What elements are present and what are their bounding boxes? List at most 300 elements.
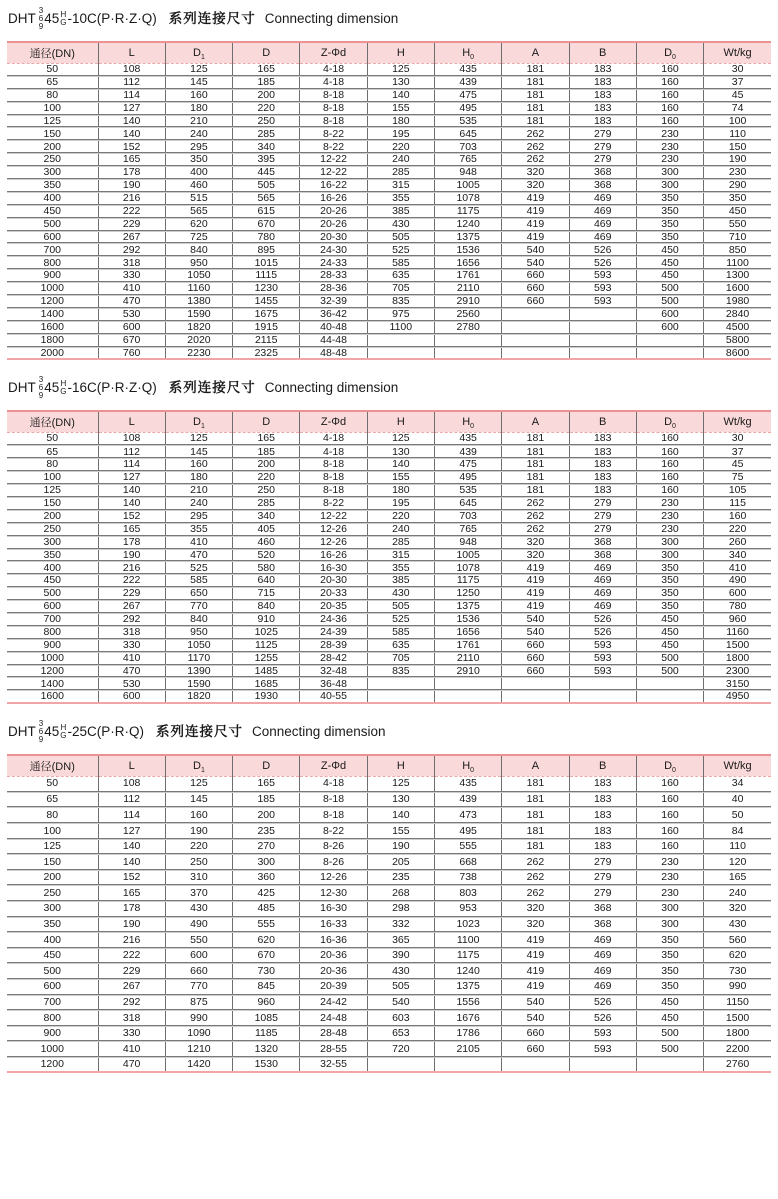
table-cell: 37 xyxy=(704,445,771,458)
table-cell: 1000 xyxy=(7,1041,98,1057)
table-cell: 450 xyxy=(636,243,703,256)
table-cell: 469 xyxy=(569,561,636,574)
table-cell: 470 xyxy=(165,549,232,562)
table-cell: 250 xyxy=(165,854,232,870)
table-cell: 620 xyxy=(165,218,232,231)
table-cell: 200 xyxy=(233,807,300,823)
table-cell: 165 xyxy=(233,776,300,792)
column-header: L xyxy=(98,42,165,63)
table-row xyxy=(7,639,771,652)
table-row xyxy=(7,334,771,347)
table-cell: 395 xyxy=(233,153,300,166)
table-cell: 332 xyxy=(367,917,434,933)
table-cell: 200 xyxy=(7,510,98,523)
table-cell: 20-26 xyxy=(300,205,367,218)
table-cell: 469 xyxy=(569,932,636,948)
table-cell: 470 xyxy=(98,295,165,308)
table-cell: 140 xyxy=(98,497,165,510)
table-cell: 262 xyxy=(502,497,569,510)
table-cell: 300 xyxy=(636,179,703,192)
table-cell: 65 xyxy=(7,445,98,458)
table-cell: 540 xyxy=(502,613,569,626)
table-cell: 4-18 xyxy=(300,76,367,89)
table-row xyxy=(7,445,771,458)
table-cell: 385 xyxy=(367,205,434,218)
table-cell: 355 xyxy=(367,561,434,574)
table-cell: 780 xyxy=(233,231,300,244)
table-cell: 24-42 xyxy=(300,995,367,1011)
table-cell: 114 xyxy=(98,807,165,823)
table-cell: 320 xyxy=(704,901,771,917)
table-cell: 160 xyxy=(165,89,232,102)
table-cell: 505 xyxy=(367,979,434,995)
table-cell: 145 xyxy=(165,445,232,458)
table-cell: 450 xyxy=(636,626,703,639)
table-cell: 840 xyxy=(165,613,232,626)
table-cell: 8-18 xyxy=(300,458,367,471)
table-cell: 960 xyxy=(704,613,771,626)
column-header: D xyxy=(233,411,300,432)
table-cell: 700 xyxy=(7,243,98,256)
table-cell: 34 xyxy=(704,776,771,792)
table-cell: 2000 xyxy=(7,347,98,360)
table-cell: 181 xyxy=(502,89,569,102)
table-cell: 835 xyxy=(367,295,434,308)
table-cell: 190 xyxy=(165,823,232,839)
table-cell: 181 xyxy=(502,458,569,471)
table-row xyxy=(7,979,771,995)
stack-digit: 3 xyxy=(38,6,44,15)
column-header: $H_0$ xyxy=(434,755,501,776)
table-cell: 300 xyxy=(7,901,98,917)
table-cell: 525 xyxy=(165,561,232,574)
table-cell: 1100 xyxy=(367,321,434,334)
table-cell: 330 xyxy=(98,639,165,652)
table-cell: 730 xyxy=(233,963,300,979)
table-cell: 8-22 xyxy=(300,497,367,510)
table-cell: 5800 xyxy=(704,334,771,347)
table-cell: 262 xyxy=(502,885,569,901)
table-cell: 24-36 xyxy=(300,613,367,626)
table-cell: 660 xyxy=(502,652,569,665)
series-code-prefix: DHT xyxy=(8,11,36,26)
table-cell: 160 xyxy=(636,776,703,792)
table-cell: 1420 xyxy=(165,1057,232,1073)
table-cell: 230 xyxy=(704,166,771,179)
table-cell: 190 xyxy=(367,839,434,855)
table-cell: 2200 xyxy=(704,1041,771,1057)
table-cell: 4-18 xyxy=(300,432,367,445)
table-cell: 240 xyxy=(367,523,434,536)
table-cell: 279 xyxy=(569,153,636,166)
table-cell xyxy=(502,347,569,360)
table-cell: 593 xyxy=(569,1041,636,1057)
table-cell: 900 xyxy=(7,269,98,282)
table-cell: 1380 xyxy=(165,295,232,308)
table-cell: 526 xyxy=(569,626,636,639)
table-cell: 300 xyxy=(636,536,703,549)
table-cell: 1500 xyxy=(704,1010,771,1026)
table-cell: 1150 xyxy=(704,995,771,1011)
table-cell: 183 xyxy=(569,458,636,471)
table-cell: 50 xyxy=(704,807,771,823)
column-header: L xyxy=(98,411,165,432)
table-cell: 12-22 xyxy=(300,166,367,179)
table-cell: 1200 xyxy=(7,1057,98,1073)
table-cell: 410 xyxy=(98,652,165,665)
table-cell: 125 xyxy=(7,839,98,855)
series-title-chinese: 系列连接尺寸 xyxy=(168,11,256,26)
table-cell: 1761 xyxy=(434,269,501,282)
table-cell: 267 xyxy=(98,979,165,995)
table-cell: 600 xyxy=(7,600,98,613)
table-cell: 435 xyxy=(434,432,501,445)
table-cell xyxy=(569,321,636,334)
table-row xyxy=(7,776,771,792)
table-cell: 430 xyxy=(367,218,434,231)
column-header: $D_0$ xyxy=(636,411,703,432)
table-cell: 469 xyxy=(569,600,636,613)
table-cell: 28-48 xyxy=(300,1026,367,1042)
table-cell: 40-55 xyxy=(300,690,367,703)
table-cell: 1023 xyxy=(434,917,501,933)
table-cell: 1090 xyxy=(165,1026,232,1042)
table-cell: 165 xyxy=(704,870,771,886)
table-cell: 500 xyxy=(7,587,98,600)
table-cell: 222 xyxy=(98,948,165,964)
table-cell: 183 xyxy=(569,89,636,102)
table-cell: 1400 xyxy=(7,677,98,690)
table-cell: 410 xyxy=(98,1041,165,1057)
table-cell: 635 xyxy=(367,269,434,282)
table-cell: 220 xyxy=(704,523,771,536)
table-cell: 50 xyxy=(7,432,98,445)
table-cell: 183 xyxy=(569,76,636,89)
table-cell: 112 xyxy=(98,445,165,458)
table-cell: 660 xyxy=(502,295,569,308)
table-cell: 535 xyxy=(434,484,501,497)
column-header: L xyxy=(98,755,165,776)
table-cell: 460 xyxy=(165,179,232,192)
stack-letter: H xyxy=(60,379,67,389)
table-row xyxy=(7,153,771,166)
table-cell: 450 xyxy=(636,1010,703,1026)
table-cell: 140 xyxy=(98,115,165,128)
table-cell: 1820 xyxy=(165,321,232,334)
table-cell xyxy=(434,690,501,703)
table-cell: 526 xyxy=(569,256,636,269)
column-header: A xyxy=(502,755,569,776)
table-row xyxy=(7,484,771,497)
table-cell: 430 xyxy=(367,587,434,600)
table-cell: 205 xyxy=(367,854,434,870)
table-cell: 593 xyxy=(569,652,636,665)
table-row xyxy=(7,574,771,587)
table-cell: 8-18 xyxy=(300,471,367,484)
table-cell: 267 xyxy=(98,600,165,613)
table-cell: 4500 xyxy=(704,321,771,334)
table-cell: 600 xyxy=(7,979,98,995)
table-cell: 30 xyxy=(704,432,771,445)
table-cell: 705 xyxy=(367,652,434,665)
column-header: A xyxy=(502,42,569,63)
table-cell: 670 xyxy=(233,218,300,231)
table-cell: 16-26 xyxy=(300,549,367,562)
table-row xyxy=(7,587,771,600)
table-cell: 230 xyxy=(636,885,703,901)
table-cell: 12-26 xyxy=(300,870,367,886)
table-cell: 450 xyxy=(7,574,98,587)
table-cell: 165 xyxy=(233,63,300,76)
table-cell: 180 xyxy=(367,115,434,128)
stack-letter: H xyxy=(60,723,67,733)
table-cell xyxy=(367,347,434,360)
table-cell: 318 xyxy=(98,256,165,269)
table-cell: 385 xyxy=(367,574,434,587)
table-cell: 140 xyxy=(98,127,165,140)
table-cell: 140 xyxy=(98,839,165,855)
table-cell: 183 xyxy=(569,102,636,115)
column-header: D xyxy=(233,42,300,63)
table-cell: 181 xyxy=(502,484,569,497)
table-cell: 105 xyxy=(704,484,771,497)
column-header: A xyxy=(502,411,569,432)
table-cell: 20-35 xyxy=(300,600,367,613)
table-cell: 635 xyxy=(367,639,434,652)
table-cell: 1761 xyxy=(434,639,501,652)
table-cell: 593 xyxy=(569,665,636,678)
table-cell: 4-18 xyxy=(300,63,367,76)
table-cell: 100 xyxy=(704,115,771,128)
table-cell xyxy=(367,1057,434,1073)
table-cell: 8-18 xyxy=(300,792,367,808)
table-cell: 140 xyxy=(367,807,434,823)
table-cell: 250 xyxy=(7,153,98,166)
table-cell: 279 xyxy=(569,140,636,153)
table-cell: 279 xyxy=(569,885,636,901)
table-cell: 28-36 xyxy=(300,282,367,295)
table-cell: 190 xyxy=(98,917,165,933)
table-cell: 526 xyxy=(569,243,636,256)
table-cell: 127 xyxy=(98,102,165,115)
table-cell: 285 xyxy=(367,166,434,179)
table-cell: 555 xyxy=(233,917,300,933)
table-cell: 360 xyxy=(233,870,300,886)
table-cell: 1536 xyxy=(434,243,501,256)
table-cell: 525 xyxy=(367,613,434,626)
table-cell: 12-26 xyxy=(300,523,367,536)
table-cell: 210 xyxy=(165,484,232,497)
table-cell: 2780 xyxy=(434,321,501,334)
column-header-subscript: 1 xyxy=(200,423,205,431)
table-cell: 120 xyxy=(704,854,771,870)
table-cell: 845 xyxy=(233,979,300,995)
table-cell: 183 xyxy=(569,471,636,484)
table-cell: 650 xyxy=(165,587,232,600)
series-section-10c xyxy=(7,7,771,360)
table-cell xyxy=(434,677,501,690)
table-cell: 419 xyxy=(502,979,569,995)
table-cell: 125 xyxy=(165,63,232,76)
table-cell: 585 xyxy=(367,626,434,639)
table-row xyxy=(7,243,771,256)
table-cell: 1455 xyxy=(233,295,300,308)
table-cell: 160 xyxy=(704,510,771,523)
table-cell: 220 xyxy=(233,471,300,484)
table-cell: 1800 xyxy=(7,334,98,347)
table-cell: 150 xyxy=(7,497,98,510)
table-cell: 183 xyxy=(569,115,636,128)
table-cell: 127 xyxy=(98,471,165,484)
table-cell xyxy=(636,690,703,703)
table-cell: 460 xyxy=(233,536,300,549)
table-cell: 1675 xyxy=(233,308,300,321)
table-cell: 350 xyxy=(636,218,703,231)
series-section-25c xyxy=(7,720,771,1073)
table-cell: 114 xyxy=(98,89,165,102)
table-cell: 279 xyxy=(569,510,636,523)
table-cell: 160 xyxy=(165,807,232,823)
table-cell: 900 xyxy=(7,1026,98,1042)
table-row xyxy=(7,76,771,89)
table-cell: 430 xyxy=(367,963,434,979)
series-code-prefix: DHT xyxy=(8,724,36,740)
table-cell: 1078 xyxy=(434,192,501,205)
table-cell: 300 xyxy=(636,166,703,179)
table-cell: 20-26 xyxy=(300,218,367,231)
table-cell: 1255 xyxy=(233,652,300,665)
table-cell: 183 xyxy=(569,792,636,808)
table-cell xyxy=(367,334,434,347)
series-code-figure-stack xyxy=(39,7,43,31)
table-cell: 660 xyxy=(502,1041,569,1057)
table-cell: 48-48 xyxy=(300,347,367,360)
table-cell: 600 xyxy=(98,321,165,334)
column-header-subscript: 0 xyxy=(470,53,475,61)
table-cell: 350 xyxy=(7,917,98,933)
table-cell: 250 xyxy=(233,484,300,497)
table-row xyxy=(7,823,771,839)
table-row xyxy=(7,256,771,269)
table-cell: 445 xyxy=(233,166,300,179)
table-cell: 12-22 xyxy=(300,153,367,166)
table-cell: 660 xyxy=(502,282,569,295)
table-cell: 1085 xyxy=(233,1010,300,1026)
table-cell: 115 xyxy=(704,497,771,510)
table-cell: 315 xyxy=(367,549,434,562)
table-cell: 185 xyxy=(233,792,300,808)
table-cell: 108 xyxy=(98,63,165,76)
table-cell: 40 xyxy=(704,792,771,808)
table-cell: 500 xyxy=(636,652,703,665)
table-cell: 2910 xyxy=(434,295,501,308)
table-cell: 1230 xyxy=(233,282,300,295)
series-title-chinese: 系列连接尺寸 xyxy=(168,380,256,396)
table-cell xyxy=(502,677,569,690)
table-cell: 615 xyxy=(233,205,300,218)
table-cell: 410 xyxy=(165,536,232,549)
table-cell xyxy=(434,1057,501,1073)
table-row xyxy=(7,166,771,179)
table-cell: 300 xyxy=(636,917,703,933)
table-cell: 230 xyxy=(636,870,703,886)
table-row xyxy=(7,995,771,1011)
table-cell: 1500 xyxy=(704,639,771,652)
table-cell: 350 xyxy=(636,561,703,574)
table-cell: 230 xyxy=(636,127,703,140)
table-cell: 350 xyxy=(636,231,703,244)
table-cell: 895 xyxy=(233,243,300,256)
table-cell: 1160 xyxy=(165,282,232,295)
stack-letter: G xyxy=(60,387,67,397)
table-cell: 365 xyxy=(367,932,434,948)
table-row xyxy=(7,432,771,445)
table-cell: 50 xyxy=(7,63,98,76)
table-cell: 390 xyxy=(367,948,434,964)
table-cell: 160 xyxy=(636,458,703,471)
table-cell: 292 xyxy=(98,995,165,1011)
table-cell: 585 xyxy=(165,574,232,587)
table-row xyxy=(7,792,771,808)
table-cell: 2115 xyxy=(233,334,300,347)
table-cell: 195 xyxy=(367,497,434,510)
table-cell: 370 xyxy=(165,885,232,901)
table-cell: 530 xyxy=(98,677,165,690)
table-cell: 1390 xyxy=(165,665,232,678)
table-cell: 593 xyxy=(569,295,636,308)
table-cell: 525 xyxy=(367,243,434,256)
table-cell: 439 xyxy=(434,76,501,89)
table-cell: 550 xyxy=(704,218,771,231)
table-cell: 500 xyxy=(636,1026,703,1042)
table-cell: 125 xyxy=(7,484,98,497)
table-cell: 1210 xyxy=(165,1041,232,1057)
dimension-table-10c xyxy=(7,41,771,360)
table-cell: 950 xyxy=(165,256,232,269)
table-row xyxy=(7,63,771,76)
table-cell: 80 xyxy=(7,89,98,102)
table-cell: 24-39 xyxy=(300,626,367,639)
table-cell: 108 xyxy=(98,776,165,792)
table-cell: 125 xyxy=(165,432,232,445)
table-cell: 160 xyxy=(636,839,703,855)
table-cell: 100 xyxy=(7,102,98,115)
table-cell: 1600 xyxy=(704,282,771,295)
table-cell: 490 xyxy=(704,574,771,587)
table-cell: 292 xyxy=(98,613,165,626)
table-cell: 700 xyxy=(7,613,98,626)
table-cell: 200 xyxy=(233,89,300,102)
table-cell: 240 xyxy=(165,127,232,140)
table-cell: 160 xyxy=(636,89,703,102)
table-cell: 178 xyxy=(98,536,165,549)
table-cell: 419 xyxy=(502,231,569,244)
table-cell: 505 xyxy=(367,231,434,244)
table-cell: 1100 xyxy=(434,932,501,948)
table-cell: 181 xyxy=(502,432,569,445)
table-row xyxy=(7,839,771,855)
table-cell: 715 xyxy=(233,587,300,600)
table-cell: 1025 xyxy=(233,626,300,639)
dimension-table-25c xyxy=(7,754,771,1073)
table-cell: 705 xyxy=(367,282,434,295)
table-cell: 368 xyxy=(569,536,636,549)
table-cell: 469 xyxy=(569,205,636,218)
table-cell: 703 xyxy=(434,140,501,153)
table-row xyxy=(7,690,771,703)
table-cell: 660 xyxy=(165,963,232,979)
table-cell: 515 xyxy=(165,192,232,205)
